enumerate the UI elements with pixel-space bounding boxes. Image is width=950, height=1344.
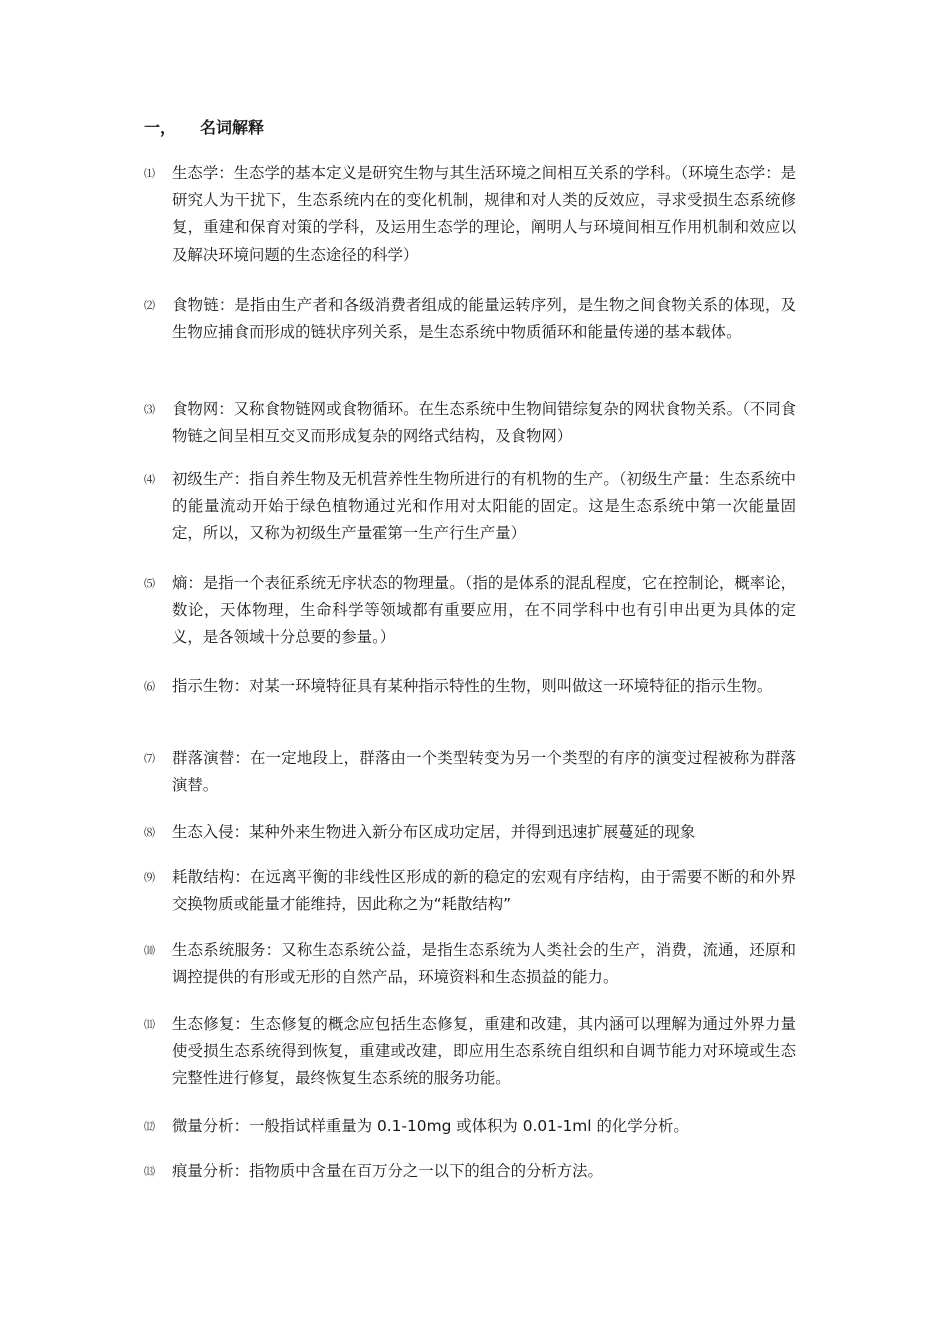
item-number: ⑾ [144, 1018, 155, 1031]
definition-text: 群落演替：在一定地段上，群落由一个类型转变为另一个类型的有序的演变过程被称为群落演替。 [172, 749, 796, 795]
section-number: 一， [144, 118, 177, 137]
definition-text: 生态修复：生态修复的概念应包括生态修复，重建和改建，其内涵可以理解为通过外界力量使受损生态系统得到恢复，重建或改建，即应用生态系统自组织和自调节能力对环境或生态完整性进行修复，最终恢复生态系统的服务功能。 [172, 1015, 796, 1088]
term-definition-4 [144, 466, 796, 548]
term-definition-6 [144, 673, 796, 700]
term-definition-13 [144, 1158, 796, 1185]
definition-text: 微量分析：一般指试样重量为 0.1-10mg 或体积为 0.01-1ml 的化学分析。 [172, 1117, 689, 1135]
definition-text: 指示生物：对某一环境特征具有某种指示特性的生物，则叫做这一环境特征的指示生物。 [172, 677, 773, 695]
term-definition-2 [144, 292, 796, 346]
definition-text: 耗散结构：在远离平衡的非线性区形成的新的稳定的宏观有序结构，由于需要不断的和外界交换物质或能量才能维持，因此称之为“耗散结构” [172, 868, 796, 914]
item-number: ⑿ [144, 1120, 155, 1133]
term-definition-10 [144, 937, 796, 991]
term-definition-3 [144, 396, 796, 450]
definition-text: 食物网：又称食物链网或食物循环。在生态系统中生物间错综复杂的网状食物关系。（不同食物链之间呈相互交叉而形成复杂的网络式结构，及食物网） [172, 400, 796, 446]
term-definition-11 [144, 1011, 796, 1093]
item-number: ⑼ [144, 871, 155, 884]
term-definition-5 [144, 570, 796, 652]
item-number: ⒀ [144, 1165, 155, 1178]
definition-text: 痕量分析：指物质中含量在百万分之一以下的组合的分析方法。 [172, 1162, 603, 1180]
term-definition-12 [144, 1113, 796, 1140]
term-definition-1 [144, 160, 796, 269]
item-number: ⑵ [144, 299, 155, 312]
term-definition-9 [144, 864, 796, 918]
term-definition-8 [144, 819, 796, 846]
definition-text: 生态学：生态学的基本定义是研究生物与其生活环境之间相互关系的学科。（环境生态学：是研究人为干扰下，生态系统内在的变化机制，规律和对人类的反效应，寻求受损生态系统修复，重建和保育对策的学科，及运用生态学的理论，阐明人与环境间相互作用机制和效应以及解决环境问题的生态途径的科学） [172, 164, 796, 264]
definition-text: 食物链：是指由生产者和各级消费者组成的能量运转序列，是生物之间食物关系的体现，及生物应捕食而形成的链状序列关系，是生态系统中物质循环和能量传递的基本载体。 [172, 296, 796, 342]
definition-text: 熵：是指一个表征系统无序状态的物理量。（指的是体系的混乱程度，它在控制论，概率论，数论，天体物理，生命科学等领域都有重要应用，在不同学科中也有引申出更为具体的定义，是各领域十分总要的参量。） [172, 574, 796, 647]
item-number: ⑶ [144, 403, 155, 416]
definition-text: 初级生产：指自养生物及无机营养性生物所进行的有机物的生产。（初级生产量：生态系统中的能量流动开始于绿色植物通过光和作用对太阳能的固定。这是生态系统中第一次能量固定，所以，又称为初级生产量霍第一生产行生产量） [172, 470, 796, 543]
section-heading [144, 114, 264, 142]
item-number: ⑹ [144, 680, 155, 693]
item-number: ⑴ [144, 167, 155, 180]
term-definition-7 [144, 745, 796, 799]
item-number: ⑽ [144, 944, 155, 957]
section-title: 名词解释 [200, 118, 265, 137]
definition-text: 生态入侵：某种外来生物进入新分布区成功定居，并得到迅速扩展蔓延的现象 [172, 823, 696, 841]
item-number: ⑷ [144, 473, 155, 486]
item-number: ⑻ [144, 826, 155, 839]
item-number: ⑺ [144, 752, 155, 765]
item-number: ⑸ [144, 577, 155, 590]
definition-text: 生态系统服务：又称生态系统公益，是指生态系统为人类社会的生产，消费，流通，还原和调控提供的有形或无形的自然产品，环境资料和生态损益的能力。 [172, 941, 796, 987]
